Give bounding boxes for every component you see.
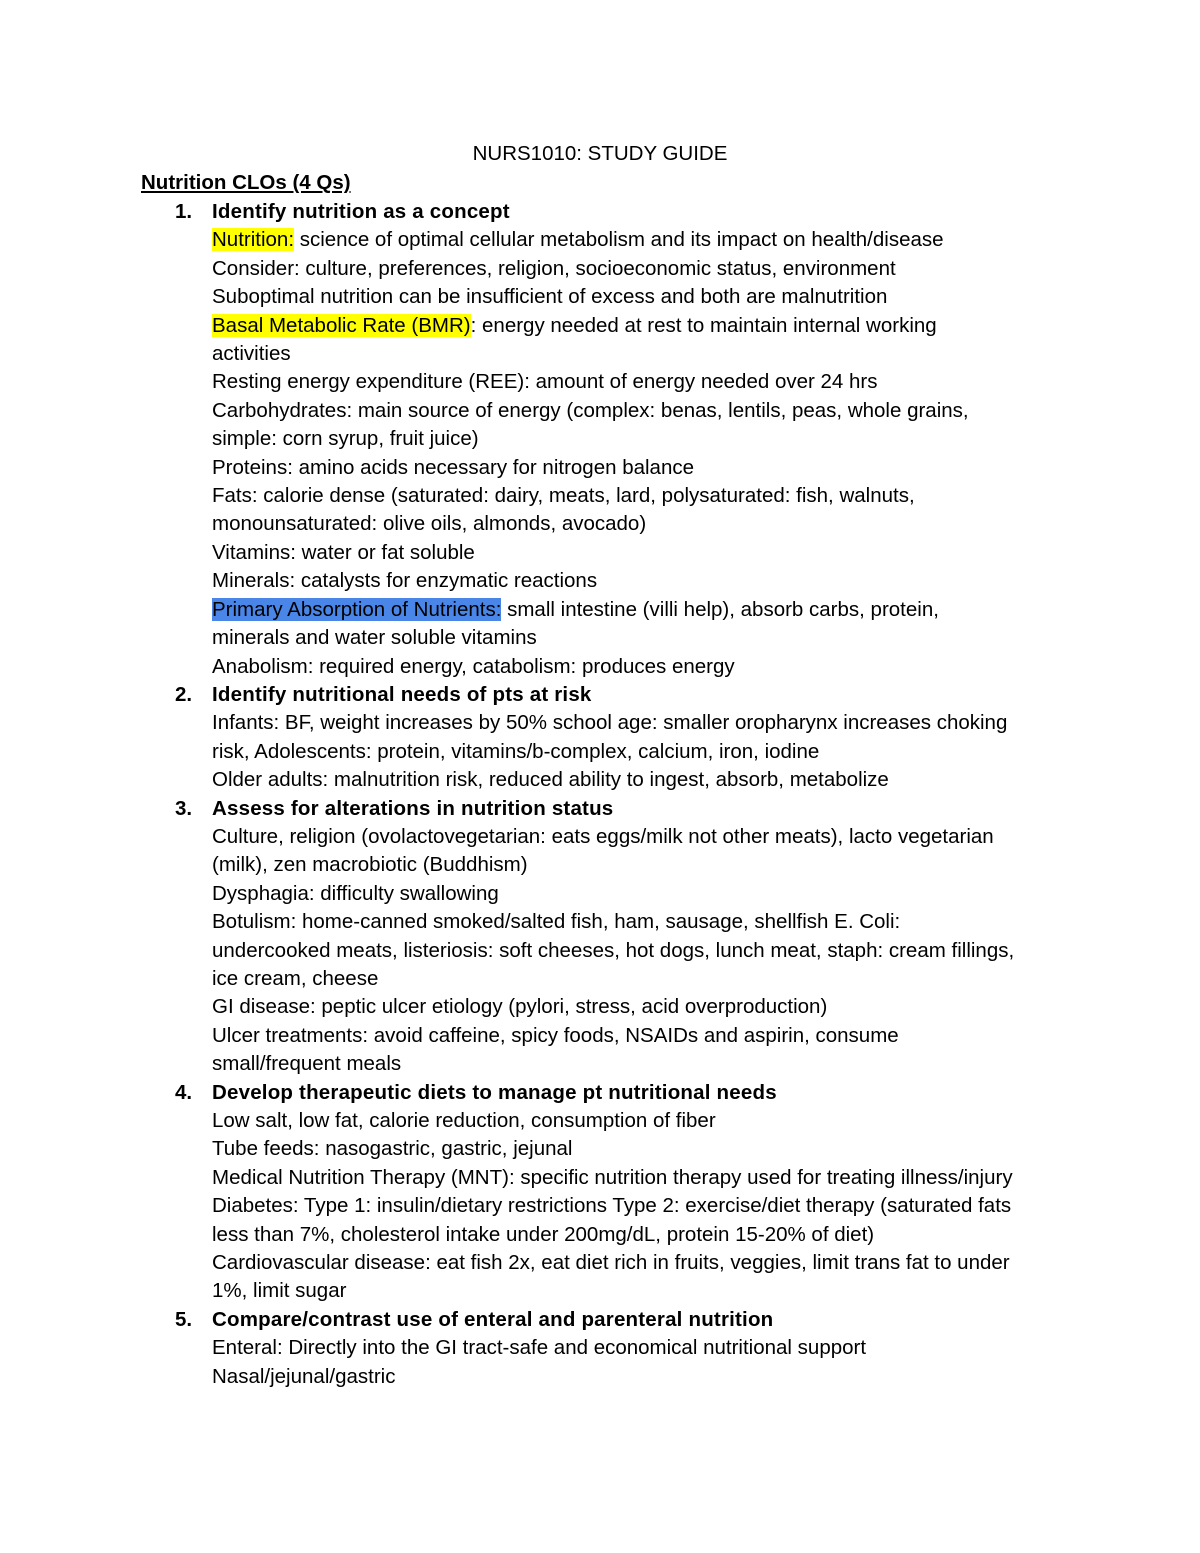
document-title: NURS1010: STUDY GUIDE bbox=[472, 142, 728, 165]
line-text: Nasal/jejunal/gastric bbox=[212, 1364, 396, 1388]
text-line bbox=[212, 1221, 1071, 1249]
list-item bbox=[141, 795, 1071, 1079]
line-text: Enteral: Directly into the GI tract-safe and economical nutritional support bbox=[212, 1336, 867, 1360]
text-line bbox=[212, 397, 1071, 425]
text-line bbox=[212, 482, 1071, 510]
line-text: monounsaturated: olive oils, almonds, avocado) bbox=[212, 512, 647, 536]
text-line bbox=[212, 425, 1071, 453]
text-line bbox=[212, 1164, 1071, 1192]
highlighted-term: Basal Metabolic Rate (BMR) bbox=[212, 313, 471, 337]
text-line bbox=[212, 510, 1071, 538]
line-text: Tube feeds: nasogastric, gastric, jejunal bbox=[212, 1137, 573, 1161]
line-text: Vitamins: water or fat soluble bbox=[212, 540, 475, 564]
line-text: Consider: culture, preferences, religion, socioeconomic status, environment bbox=[212, 256, 896, 280]
line-text: Infants: BF, weight increases by 50% school age: smaller oropharynx increases choking bbox=[212, 711, 1008, 735]
text-line bbox=[212, 965, 1071, 993]
line-text: Cardiovascular disease: eat fish 2x, eat diet rich in fruits, veggies, limit trans fat to under bbox=[212, 1251, 1010, 1275]
line-text: Anabolism: required energy, catabolism: produces energy bbox=[212, 654, 735, 678]
text-line bbox=[212, 624, 1071, 652]
line-text: Carbohydrates: main source of energy (complex: benas, lentils, peas, whole grains, bbox=[212, 398, 969, 422]
text-line bbox=[212, 283, 1071, 311]
text-line bbox=[212, 567, 1071, 595]
text-line bbox=[212, 312, 1071, 340]
line-text: Suboptimal nutrition can be insufficient of excess and both are malnutrition bbox=[212, 285, 888, 309]
line-text: Resting energy expenditure (REE): amount of energy needed over 24 hrs bbox=[212, 370, 878, 394]
text-line bbox=[212, 823, 1071, 851]
line-text: Culture, religion (ovolactovegetarian: eats eggs/milk not other meats), lacto vegetarian bbox=[212, 824, 994, 848]
line-text: Minerals: catalysts for enzymatic reactions bbox=[212, 569, 598, 593]
text-line bbox=[212, 255, 1071, 283]
line-text: Proteins: amino acids necessary for nitrogen balance bbox=[212, 455, 695, 479]
line-text: science of optimal cellular metabolism and its impact on health/disease bbox=[294, 228, 944, 252]
item-heading: Identify nutrition as a concept bbox=[212, 200, 510, 223]
item-number: 5. bbox=[175, 1307, 193, 1331]
text-line bbox=[212, 454, 1071, 482]
clo-list bbox=[141, 198, 1071, 1391]
item-number: 1. bbox=[175, 200, 193, 223]
text-line bbox=[212, 1022, 1071, 1050]
line-text: activities bbox=[212, 342, 291, 366]
line-text: less than 7%, cholesterol intake under 200mg/dL, protein 15-20% of diet) bbox=[212, 1222, 875, 1246]
text-line bbox=[212, 1050, 1071, 1078]
item-number: 2. bbox=[175, 682, 193, 706]
section-heading: Nutrition CLOs (4 Qs) bbox=[141, 171, 351, 194]
line-text: Diabetes: Type 1: insulin/dietary restrictions Type 2: exercise/diet therapy (saturated fats bbox=[212, 1194, 1012, 1218]
text-line bbox=[212, 596, 1071, 624]
text-line bbox=[212, 766, 1071, 794]
item-body bbox=[212, 823, 1071, 1079]
item-heading: Compare/contrast use of enteral and parenteral nutrition bbox=[212, 1307, 774, 1331]
text-line bbox=[212, 908, 1071, 936]
text-line bbox=[212, 738, 1071, 766]
highlighted-term: Nutrition: bbox=[212, 228, 295, 252]
text-line bbox=[212, 851, 1071, 879]
list-item bbox=[141, 1306, 1071, 1391]
text-line bbox=[212, 1249, 1071, 1277]
line-text: GI disease: peptic ulcer etiology (pylori, stress, acid overproduction) bbox=[212, 995, 828, 1019]
text-line bbox=[212, 1192, 1071, 1220]
line-text: small/frequent meals bbox=[212, 1052, 402, 1076]
text-line bbox=[212, 368, 1071, 396]
line-text: small intestine (villi help), absorb carbs, protein, bbox=[501, 597, 939, 621]
selected-term: Primary Absorption of Nutrients: bbox=[212, 597, 502, 621]
line-text: 1%, limit sugar bbox=[212, 1279, 347, 1303]
line-text: : energy needed at rest to maintain internal working bbox=[470, 313, 937, 337]
item-number: 3. bbox=[175, 796, 193, 820]
line-text: minerals and water soluble vitamins bbox=[212, 626, 537, 650]
list-item bbox=[141, 1079, 1071, 1306]
line-text: Low salt, low fat, calorie reduction, consumption of fiber bbox=[212, 1109, 716, 1132]
list-item bbox=[141, 681, 1071, 795]
text-line bbox=[212, 993, 1071, 1021]
text-line bbox=[212, 1363, 1071, 1391]
line-text: Fats: calorie dense (saturated: dairy, meats, lard, polysaturated: fish, walnuts, bbox=[212, 484, 915, 508]
text-line bbox=[212, 880, 1071, 908]
item-body bbox=[212, 226, 1071, 681]
text-line bbox=[212, 226, 1071, 254]
text-line bbox=[212, 1277, 1071, 1305]
line-text: Botulism: home-canned smoked/salted fish, ham, sausage, shellfish E. Coli: bbox=[212, 910, 901, 934]
line-text: Older adults: malnutrition risk, reduced ability to ingest, absorb, metabolize bbox=[212, 768, 889, 792]
text-line bbox=[212, 1135, 1071, 1163]
text-line bbox=[212, 937, 1071, 965]
line-text: Medical Nutrition Therapy (MNT): specific nutrition therapy used for treating illness/injury bbox=[212, 1165, 1013, 1189]
line-text: (milk), zen macrobiotic (Buddhism) bbox=[212, 853, 528, 877]
text-line bbox=[212, 709, 1071, 737]
line-text: ice cream, cheese bbox=[212, 966, 379, 990]
line-text: Dysphagia: difficulty swallowing bbox=[212, 881, 499, 905]
list-item bbox=[141, 198, 1071, 681]
line-text: undercooked meats, listeriosis: soft cheeses, hot dogs, lunch meat, staph: cream fillings, bbox=[212, 938, 1015, 962]
item-heading: Assess for alterations in nutrition status bbox=[212, 796, 614, 820]
line-text: risk, Adolescents: protein, vitamins/b-complex, calcium, iron, iodine bbox=[212, 739, 820, 763]
item-number: 4. bbox=[175, 1080, 193, 1104]
item-body bbox=[212, 1107, 1071, 1306]
item-heading: Develop therapeutic diets to manage pt nutritional needs bbox=[212, 1080, 777, 1104]
item-body bbox=[212, 1334, 1071, 1391]
text-line bbox=[212, 340, 1071, 368]
text-line bbox=[212, 653, 1071, 681]
line-text: simple: corn syrup, fruit juice) bbox=[212, 427, 479, 451]
item-heading: Identify nutritional needs of pts at risk bbox=[212, 682, 592, 706]
text-line bbox=[212, 1334, 1071, 1362]
item-body bbox=[212, 709, 1071, 794]
line-text: Ulcer treatments: avoid caffeine, spicy foods, NSAIDs and aspirin, consume bbox=[212, 1023, 899, 1047]
text-line bbox=[212, 1107, 1071, 1135]
text-line bbox=[212, 539, 1071, 567]
